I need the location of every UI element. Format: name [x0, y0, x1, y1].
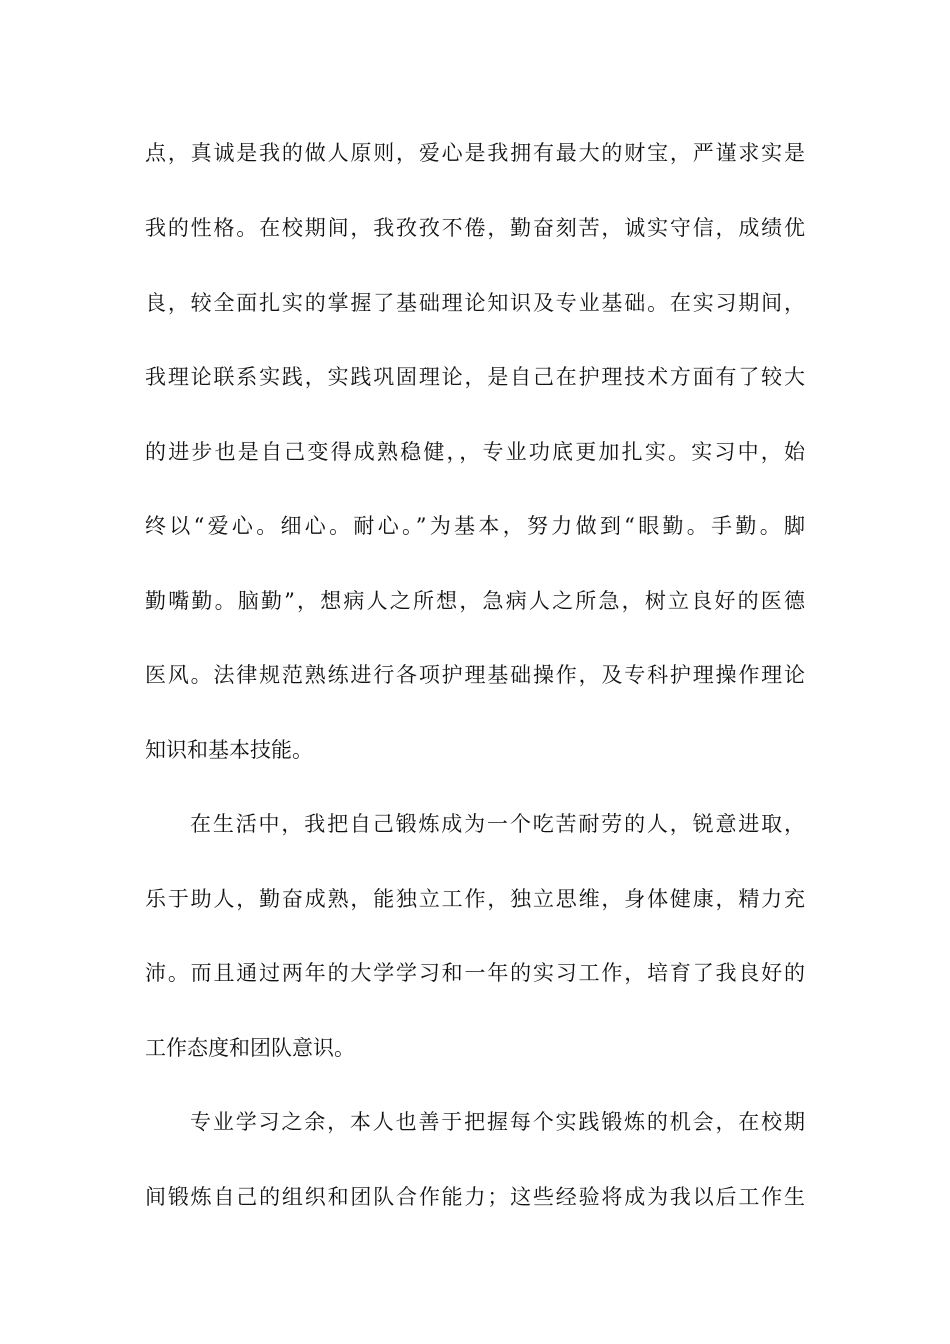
text-line: 点，真诚是我的做人原则，爱心是我拥有最大的财宝，严谨求实是 — [145, 141, 805, 165]
text-line: 我理论联系实践，实践巩固理论，是自己在护理技术方面有了较大 — [145, 365, 805, 389]
text-line: 沛。而且通过两年的大学学习和一年的实习工作，培育了我良好的 — [145, 961, 805, 985]
text-line: 勤嘴勤。脑勤”，想病人之所想，急病人之所急，树立良好的医德 — [145, 589, 805, 613]
text-line: 医风。法律规范熟练进行各项护理基础操作，及专科护理操作理论 — [145, 663, 805, 687]
text-line: 知识和基本技能。 — [145, 738, 313, 762]
text-line: 我的性格。在校期间，我孜孜不倦，勤奋刻苦，诚实守信，成绩优 — [145, 216, 805, 240]
text-line: 工作态度和团队意识。 — [145, 1036, 355, 1060]
text-line: 乐于助人，勤奋成熟，能独立工作，独立思维，身体健康，精力充 — [145, 887, 805, 911]
text-line: 间锻炼自己的组织和团队合作能力；这些经验将成为我以后工作生 — [145, 1185, 805, 1209]
text-line: 良，较全面扎实的掌握了基础理论知识及专业基础。在实习期间， — [145, 291, 805, 315]
text-line: 终以“爱心。细心。耐心。”为基本，努力做到“眼勤。手勤。脚 — [145, 514, 805, 538]
paragraph-first-line: 专业学习之余，本人也善于把握每个实践锻炼的机会，在校期 — [190, 1110, 805, 1134]
text-line: 的进步也是自己变得成熟稳健，，专业功底更加扎实。实习中，始 — [145, 440, 805, 464]
paragraph-first-line: 在生活中，我把自己锻炼成为一个吃苦耐劳的人，锐意进取， — [190, 812, 805, 836]
